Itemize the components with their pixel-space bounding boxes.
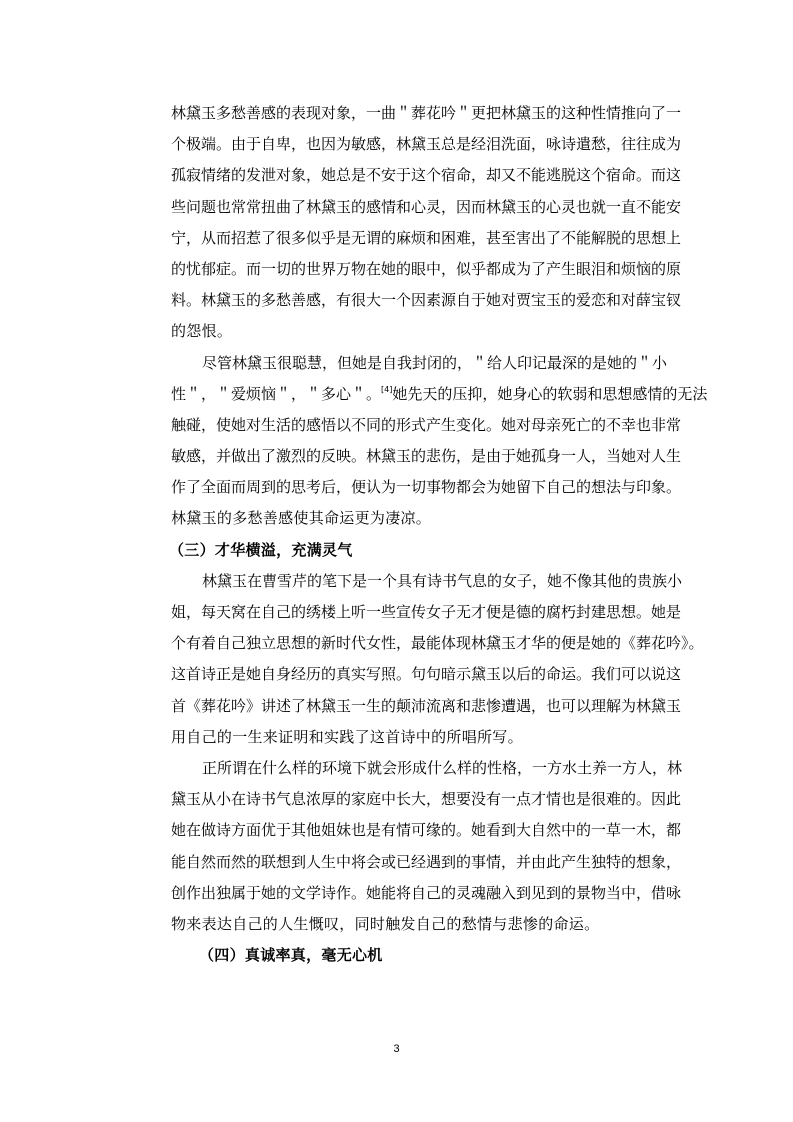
text-line xyxy=(171,379,719,410)
text-line: 用自己的一生来证明和实践了这首诗中的所唱所写。 xyxy=(171,727,523,746)
text-line-part xyxy=(171,385,392,403)
text-line: 宁，从而招惹了很多似乎是无谓的麻烦和困难，甚至害出了不能解脱的思想上 xyxy=(171,228,682,247)
text-line: 她在做诗方面优于其他姐妹也是有情可缘的。她看到大自然中的一草一木，都 xyxy=(171,821,682,840)
text-line: 作了全面而周到的思考后，便认为一切事物都会为她留下自己的想法与印象。 xyxy=(171,478,682,497)
section-heading: （三）才华横溢，充满灵气 xyxy=(169,540,353,559)
text-line: 黛玉从小在诗书气息浓厚的家庭中长大，想要没有一点才情也是很难的。因此 xyxy=(171,790,682,809)
text-line: 触碰，使她对生活的感悟以不同的形式产生变化。她对母亲死亡的不幸也非常 xyxy=(171,415,682,434)
paragraph-first-line: 林黛玉在曹雪芹的笔下是一个具有诗书气息的女子，她不像其他的贵族小 xyxy=(202,571,683,590)
body-text xyxy=(171,98,719,971)
text-line: 创作出独属于她的文学诗作。她能将自己的灵魂融入到见到的景物当中，借咏 xyxy=(171,883,682,902)
text-line: 这首诗正是她自身经历的真实写照。句句暗示黛玉以后的命运。我们可以说这 xyxy=(171,665,682,684)
text-line: 敏感，并做出了激烈的反映。林黛玉的悲伤，是由于她孤身一人，当她对人生 xyxy=(171,447,682,466)
text-segment: 她先天的压抑，她身心的软弱和思想感情的无法 xyxy=(392,384,708,403)
text-line: 孤寂情绪的发泄对象，她总是不安于这个宿命，却又不能逃脱这个宿命。而这 xyxy=(171,166,682,185)
text-line: 料。林黛玉的多愁善感，有很大一个因素源自于她对贾宝玉的爱恋和对薛宝钗 xyxy=(171,291,682,310)
section-heading: （四）真诚率真，毫无心机 xyxy=(199,946,383,965)
text-line: 物来表达自己的人生慨叹，同时触发自己的愁情与悲惨的命运。 xyxy=(171,914,600,933)
page-number: 3 xyxy=(393,1043,400,1055)
text-segment: 性＂，＂爱烦恼＂，＂多心＂。 xyxy=(171,384,382,403)
text-line: 些问题也常常扭曲了林黛玉的感情和心灵，因而林黛玉的心灵也就一直不能安 xyxy=(171,197,682,216)
text-line: 首《葬花吟》讲述了林黛玉一生的颠沛流离和悲惨遭遇，也可以理解为林黛玉 xyxy=(171,696,682,715)
text-line: 能自然而然的联想到人生中将会或已经遇到的事情，并由此产生独特的想象， xyxy=(171,852,682,871)
text-line: 个有着自己独立思想的新时代女性，最能体现林黛玉才华的便是她的《葬花吟》。 xyxy=(171,634,704,653)
paragraph-first-line: 正所谓在什么样的环境下就会形成什么样的性格，一方水土养一方人，林 xyxy=(202,758,683,777)
text-line: 的怨恨。 xyxy=(171,322,233,341)
text-line: 姐，每天窝在自己的绣楼上听一些宣传女子无才便是德的腐朽封建思想。她是 xyxy=(171,603,682,621)
text-line: 林黛玉多愁善感的表现对象，一曲＂葬花吟＂更把林黛玉的这种性情推向了一 xyxy=(171,104,682,122)
text-line: 林黛玉的多愁善感使其命运更为凄凉。 xyxy=(171,509,432,528)
citation-reference: [4] xyxy=(381,384,393,394)
text-line: 个极端。由于自卑，也因为敏感，林黛玉总是经泪洗面，咏诗遣愁，往往成为 xyxy=(171,135,682,154)
paragraph-first-line: 尽管林黛玉很聪慧，但她是自我封闭的，＂给人印记最深的是她的＂小 xyxy=(202,353,668,372)
text-line: 的忧郁症。而一切的世界万物在她的眼中，似乎都成为了产生眼泪和烦恼的原 xyxy=(171,259,682,278)
